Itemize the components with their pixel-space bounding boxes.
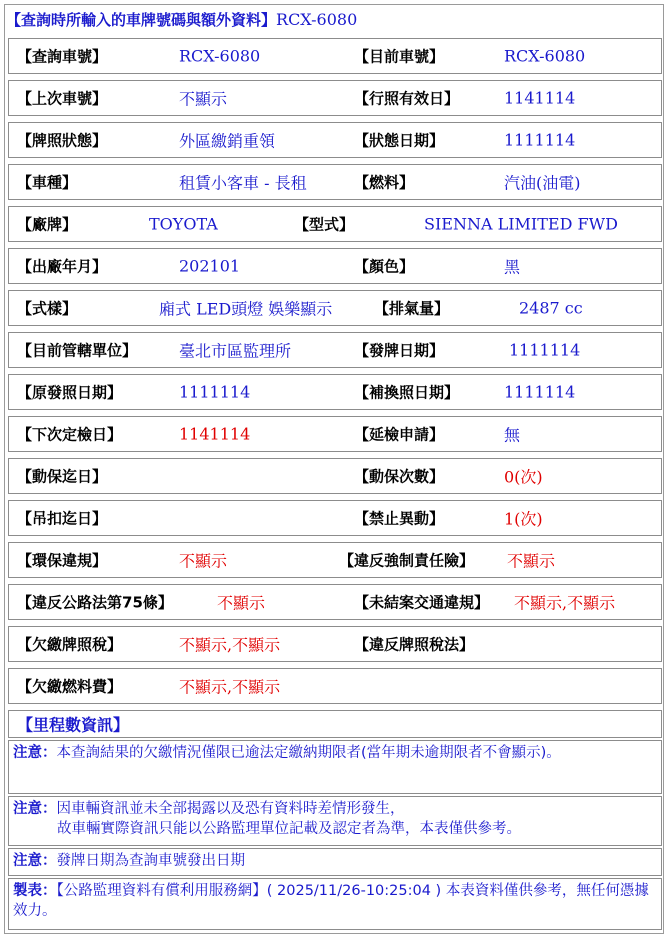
- table-row: [8, 374, 662, 410]
- table-row: [8, 248, 662, 284]
- field-value: 租賃小客車 - 長租: [179, 173, 307, 193]
- note-4: [8, 878, 662, 930]
- field-label: 【動保迄日】: [17, 467, 108, 486]
- field-value: 1141114: [179, 424, 251, 444]
- field-label: 【顏色】: [354, 257, 415, 276]
- field-label: 【上次車號】: [17, 89, 108, 108]
- table-row: [8, 164, 662, 200]
- field-value: 不顯示,不顯示: [179, 677, 281, 697]
- field-label: 【牌照狀態】: [17, 131, 108, 150]
- field-value: 不顯示,不顯示: [179, 635, 281, 655]
- table-row: [8, 80, 662, 116]
- field-value: 不顯示: [179, 551, 228, 571]
- field-label: 【下次定檢日】: [17, 425, 123, 444]
- field-label: 【未結案交通違規】: [354, 593, 490, 612]
- field-value: 202101: [179, 256, 241, 276]
- field-label: 【狀態日期】: [354, 131, 445, 150]
- field-value: RCX-6080: [504, 46, 586, 66]
- field-value: 0(次): [504, 467, 543, 487]
- table-row: [8, 416, 662, 452]
- field-value: 不顯示: [507, 551, 556, 571]
- header-label: 【查詢時所輸入的車牌號碼與額外資料】: [6, 11, 277, 29]
- field-label: 【延檢申請】: [354, 425, 445, 444]
- table-row: [8, 542, 662, 578]
- field-label: 【燃料】: [354, 173, 415, 192]
- field-label: 【禁止異動】: [354, 509, 445, 528]
- field-value: 不顯示: [179, 89, 228, 109]
- field-value: 2487 cc: [519, 298, 583, 318]
- field-label: 【車種】: [17, 173, 78, 192]
- note-1: [8, 740, 662, 794]
- field-value: 無: [504, 425, 521, 445]
- field-label: 【欠繳燃料費】: [17, 677, 123, 696]
- note-2-label: 注意：: [13, 801, 57, 817]
- table-row: [8, 290, 662, 326]
- field-label: 【排氣量】: [374, 299, 450, 318]
- note-4-text: 【公路監理資料有償利用服務網】( 2025/11/26-10:25:04 ) 本表資料僅供參考，無任何憑據效力。: [13, 883, 649, 919]
- field-label: 【廠牌】: [17, 215, 78, 234]
- field-label: 【違反公路法第75條】: [17, 593, 173, 612]
- note-2: [8, 796, 662, 846]
- table-row: [8, 626, 662, 662]
- note-1-label: 注意：: [13, 745, 57, 761]
- field-value: 1111114: [504, 382, 576, 402]
- field-label: 【違反強制責任險】: [339, 551, 475, 570]
- field-label: 【原發照日期】: [17, 383, 123, 402]
- field-value: 汽油(油電): [504, 173, 581, 193]
- note-4-label: 製表：: [13, 883, 57, 899]
- table-row: [8, 206, 662, 242]
- table-row: [8, 38, 662, 74]
- field-label: 【型式】: [294, 215, 355, 234]
- field-value: 臺北市區監理所: [179, 341, 292, 361]
- note-3: [8, 848, 662, 876]
- table-row: [8, 668, 662, 704]
- field-label: 【動保次數】: [354, 467, 445, 486]
- field-label: 【目前管轄單位】: [17, 341, 138, 360]
- note-2-line1: 因車輛資訊並未全部揭露以及恐有資料時差情形發生，: [56, 801, 405, 817]
- field-value: 不顯示,不顯示: [514, 593, 616, 613]
- field-value: 1(次): [504, 509, 543, 529]
- field-value: 外區繳銷重領: [179, 131, 276, 151]
- field-value: 不顯示: [217, 593, 266, 613]
- field-value: SIENNA LIMITED FWD: [424, 214, 618, 234]
- page-header: [6, 9, 357, 30]
- field-value: 1111114: [179, 382, 251, 402]
- field-label: 【環保違規】: [17, 551, 108, 570]
- field-value: TOYOTA: [149, 214, 218, 234]
- field-value: 1111114: [504, 130, 576, 150]
- table-row: [8, 122, 662, 158]
- table-row: [8, 332, 662, 368]
- field-label: 【欠繳牌照稅】: [17, 635, 123, 654]
- field-value: 廂式 LED頭燈 娛樂顯示: [159, 299, 333, 319]
- table-row: [8, 458, 662, 494]
- field-value: 1111114: [509, 340, 581, 360]
- field-label: 【式樣】: [17, 299, 78, 318]
- note-3-label: 注意：: [13, 853, 57, 869]
- header-plate: RCX-6080: [276, 10, 358, 29]
- note-2-line2: 故車輛實際資訊只能以公路監理單位記載及認定者為準，本表僅供參考。: [57, 821, 521, 837]
- note-1-text: 本查詢結果的欠繳情況僅限已逾法定繳納期限者(當年期未逾期限者不會顯示)。: [56, 745, 561, 761]
- field-label: 【出廠年月】: [17, 257, 108, 276]
- table-row: [8, 500, 662, 536]
- mileage-label: 【里程數資訊】: [17, 715, 130, 735]
- field-label: 【行照有效日】: [354, 89, 460, 108]
- field-value: 1141114: [504, 88, 576, 108]
- field-label: 【目前車號】: [354, 47, 445, 66]
- field-label: 【補換照日期】: [354, 383, 460, 402]
- table-row: [8, 584, 662, 620]
- field-label: 【吊扣迄日】: [17, 509, 108, 528]
- field-value: RCX-6080: [179, 46, 261, 66]
- field-label: 【查詢車號】: [17, 47, 108, 66]
- field-label: 【發牌日期】: [354, 341, 445, 360]
- field-label: 【違反牌照稅法】: [354, 635, 475, 654]
- note-3-text: 發牌日期為查詢車號發出日期: [56, 853, 245, 869]
- mileage-row: [8, 710, 662, 738]
- field-value: 黑: [504, 257, 521, 277]
